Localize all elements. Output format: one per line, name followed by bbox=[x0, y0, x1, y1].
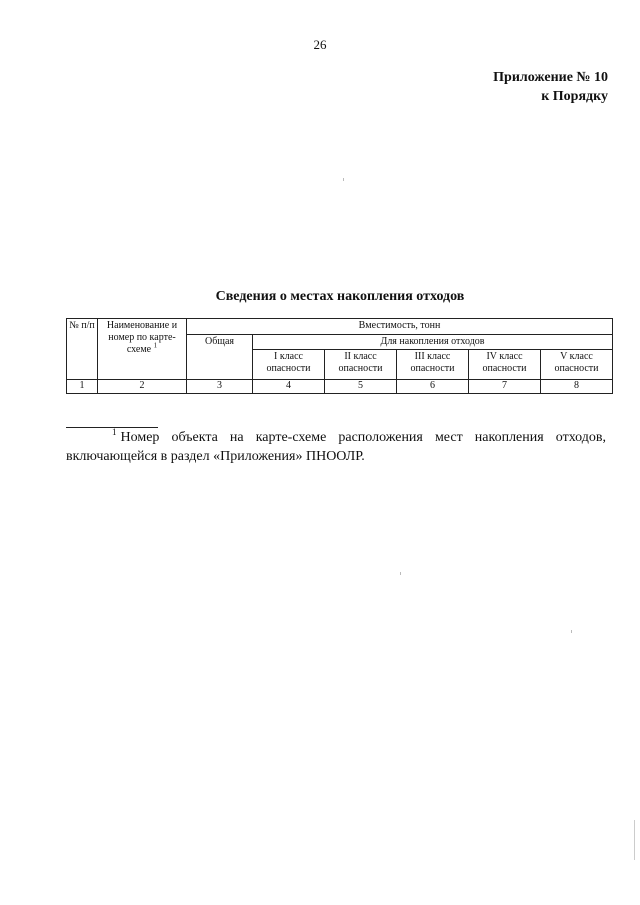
header-class-1: I класс опасности bbox=[253, 350, 325, 380]
column-number-cell: 3 bbox=[187, 380, 253, 394]
header-for-waste: Для накопления отходов bbox=[253, 335, 613, 350]
column-number-cell: 4 bbox=[253, 380, 325, 394]
header-name-footnote-mark: 1 bbox=[153, 341, 158, 350]
footnote-mark: 1 bbox=[112, 427, 117, 438]
column-number-row bbox=[67, 380, 613, 394]
column-number-cell: 1 bbox=[67, 380, 98, 394]
column-number-cell: 2 bbox=[98, 380, 187, 394]
footnote bbox=[66, 428, 606, 466]
header-class-5: V класс опасности bbox=[541, 350, 613, 380]
appendix-reference: к Порядку bbox=[541, 89, 608, 104]
header-total: Общая bbox=[187, 335, 253, 380]
header-capacity: Вместимость, тонн bbox=[187, 319, 613, 335]
header-name-label: Наименование и номер по карте-схеме bbox=[106, 320, 178, 355]
header-class-4: IV класс опасности bbox=[469, 350, 541, 380]
waste-accumulation-table bbox=[66, 318, 613, 394]
page-number: 26 bbox=[313, 37, 327, 52]
column-number-cell: 8 bbox=[541, 380, 613, 394]
footnote-text: Номер объекта на карте-схеме расположения мест накопления отходов, включающейся в раздел «Приложения» ПНООЛР. bbox=[66, 430, 606, 464]
column-number-cell: 6 bbox=[397, 380, 469, 394]
column-number-cell: 5 bbox=[325, 380, 397, 394]
scan-speck bbox=[634, 820, 635, 860]
header-class-2: II класс опасности bbox=[325, 350, 397, 380]
document-title: Сведения о местах накопления отходов bbox=[215, 289, 465, 304]
scan-speck bbox=[400, 572, 401, 575]
header-number: № п/п bbox=[67, 319, 98, 380]
column-number-cell: 7 bbox=[469, 380, 541, 394]
scan-speck bbox=[343, 178, 344, 181]
appendix-heading bbox=[493, 68, 608, 106]
header-name bbox=[98, 319, 187, 380]
scan-speck bbox=[571, 630, 572, 633]
header-class-3: III класс опасности bbox=[397, 350, 469, 380]
appendix-number: Приложение № 10 bbox=[493, 70, 608, 85]
